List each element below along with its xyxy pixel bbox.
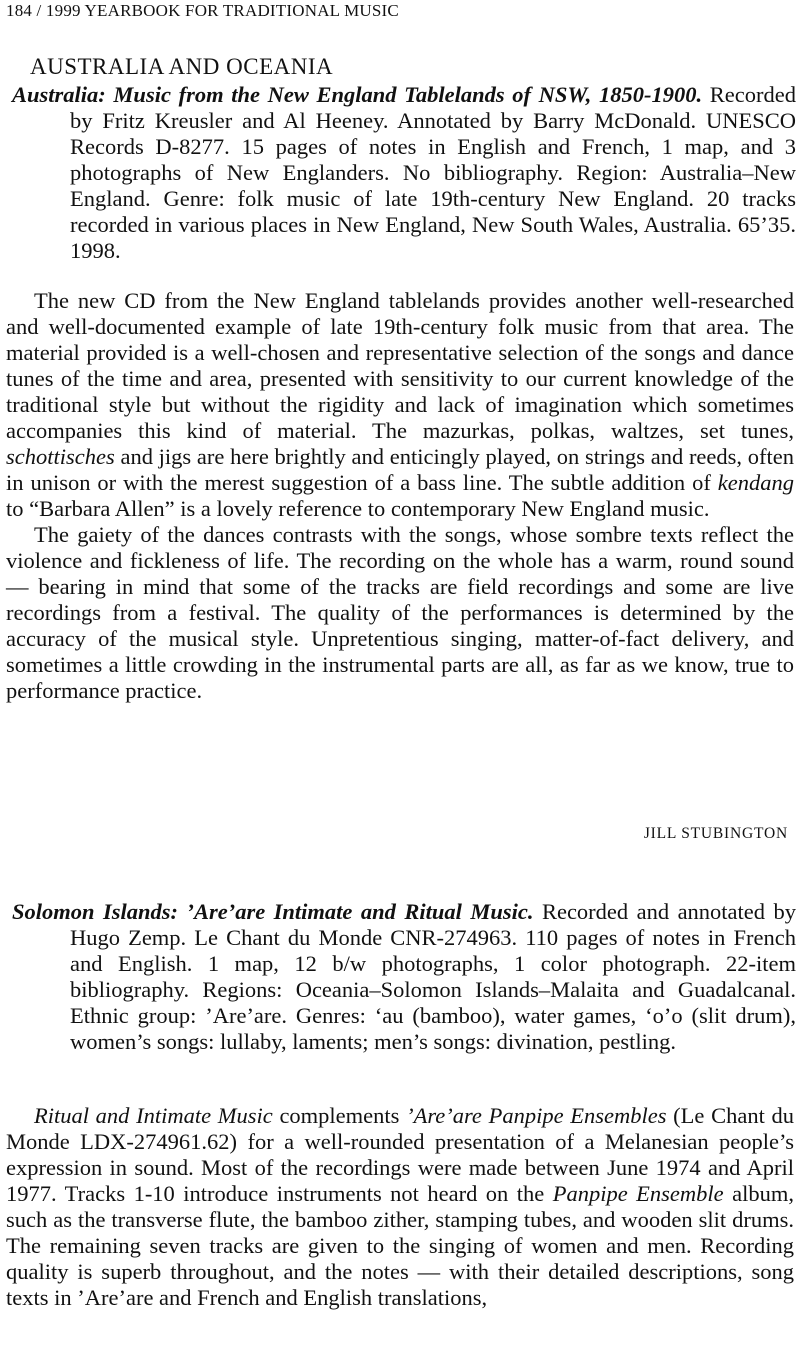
entry-title: Australia: Music from the New England Tablelands of NSW, 1850-1900. [12,82,703,107]
review-paragraph [6,1103,794,1311]
discography-entry-australia [6,82,796,264]
discography-entry-solomon [6,899,796,1055]
review-italic: kendang [717,470,794,495]
running-head: 184 / 1999 YEARBOOK FOR TRADITIONAL MUSIC [6,1,399,20]
review-australia [6,288,794,704]
review-text: The new CD from the New England tablelands provides another well-researched and well-documented example of late 19th-century folk music from that area. The material provided is a well-chosen and representative selection of the songs and dance tunes of the time and area, presented with sensitivity to our current knowledge of the traditional style but without the rigidity and lack of imagination which sometimes accompanies this kind of material. The mazurkas, polkas, waltzes, set tunes, [6,288,794,443]
review-italic: schottisches [6,444,115,469]
review-italic: Panpipe Ensemble [552,1181,724,1206]
review-paragraph [6,288,794,522]
entry-details: Recorded and annotated by Hugo Zemp. Le Chant du Monde CNR-274963. 110 pages of notes in French and English. 1 map, 12 b/w photographs, 1 color photograph. 22-item bibliography. Regions: Oceania–Solomon Islands–Malaita and Guadalcanal. Ethnic group: ’Are’are. Genres: ‘au (bamboo), water games, ‘o’o (slit drum), women’s songs: lullaby, laments; men’s songs: divination, pestling. [70,899,796,1054]
reviewer-name: JILL STUBINGTON [643,825,788,842]
review-paragraph: The gaiety of the dances contrasts with the songs, whose sombre texts reflect the violence and fickleness of life. The recording on the whole has a warm, round sound — bearing in mind that some of the tracks are field recordings and some are live recordings from a festival. The quality of the performances is determined by the accuracy of the musical style. Unpretentious singing, matter-of-fact delivery, and sometimes a little crowding in the instrumental parts are all, as far as we know, true to performance practice. [6,522,794,703]
review-text: to “Barbara Allen” is a lovely reference to contemporary New England music. [6,496,710,521]
review-italic: Ritual and Intimate Music [34,1103,273,1128]
review-solomon [6,1103,794,1311]
review-italic: ’Are’are Panpipe Ensembles [406,1103,667,1128]
review-text: and jigs are here brightly and enticingly played, on strings and reeds, often in unison or with the merest suggestion of a bass line. The subtle addition of [6,444,794,495]
review-text: album, such as the transverse flute, the bamboo zither, stamping tubes, and wooden slit drums. The remaining seven tracks are given to the singing of women and men. Recording quality is superb throughout, and the notes — with their detailed descriptions, song texts in ’Are’are and French and English translations, [6,1181,794,1310]
review-text: (Le Chant du Monde LDX-274961.62) for a well-rounded presentation of a Melanesian people’s expression in sound. Most of the recordings were made between June 1974 and April 1977. Tracks 1-10 introduce instruments not heard on the [6,1103,794,1206]
entry-title: Solomon Islands: ’Are’are Intimate and Ritual Music. [12,899,534,924]
section-heading: AUSTRALIA AND OCEANIA [30,54,334,79]
review-text: complements [272,1103,407,1128]
entry-details: Recorded by Fritz Kreusler and Al Heeney. Annotated by Barry McDonald. UNESCO Records D-8277. 15 pages of notes in English and French, 1 map, and 3 photographs of New Englanders. No bibliography. Region: Australia–New England. Genre: folk music of late 19th-century New England. 20 tracks recorded in various places in New England, New South Wales, Australia. 65’35. 1998. [70,82,797,263]
